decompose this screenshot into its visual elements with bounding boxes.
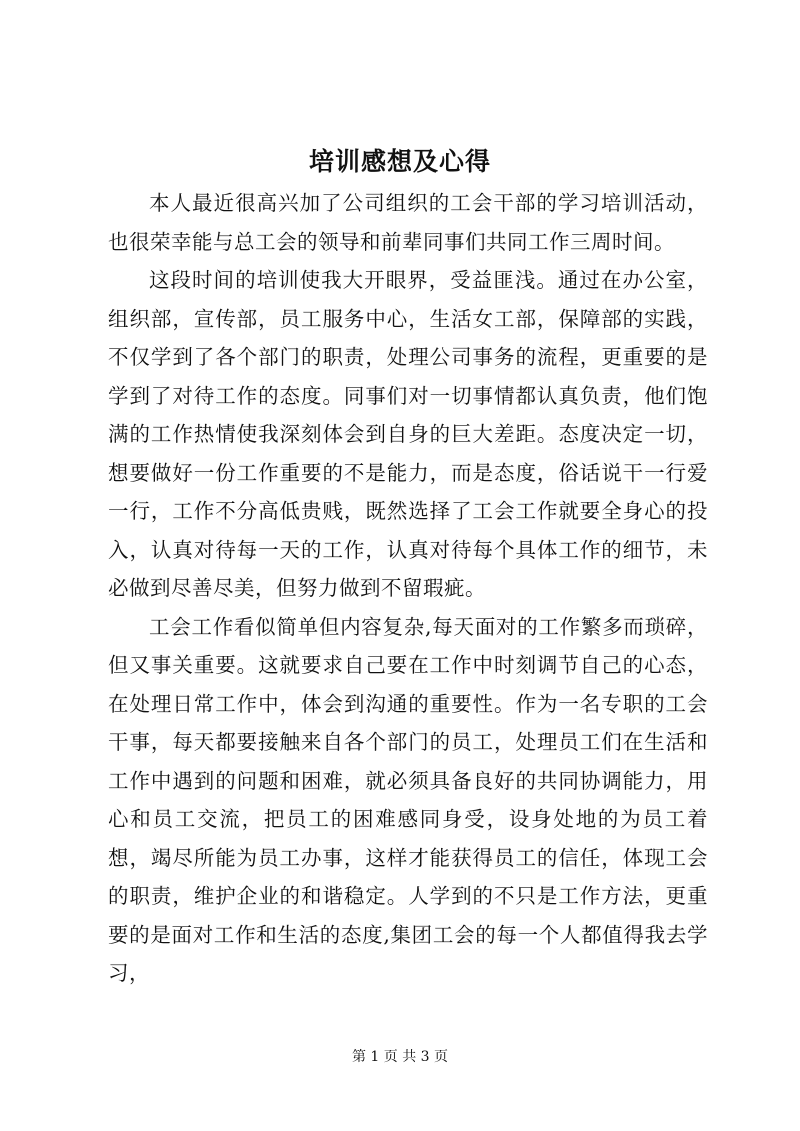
document-title: 培训感想及心得 — [308, 147, 491, 176]
paragraph: 这段时间的培训使我大开眼界，受益匪浅。通过在办公室，组织部，宣传部，员工服务中心，生活女工部，保障部的实践，不仅学到了各个部门的职责，处理公司事务的流程，更重要的是学到了对待工作的态度。同事们对一切事情都认真负责，他们饱满的工作热情使我深刻体会到自身的巨大差距。态度决定一切，想要做好一份工作重要的不是能力，而是态度，俗话说干一行爱一行，工作不分高低贵贱，既然选择了工会工作就要全身心的投入，认真对待每一天的工作，认真对待每个具体工作的细节，未必做到尽善尽美，但努力做到不留瑕疵。 — [108, 268, 708, 600]
paragraph: 工会工作看似简单但内容复杂,每天面对的工作繁多而琐碎，但又事关重要。这就要求自己要在工作中时刻调节自己的心态，在处理日常工作中，体会到沟通的重要性。作为一名专职的工会干事，每天都要接触来自各个部门的员工，处理员工们在生活和工作中遇到的问题和困难，就必须具备良好的共同协调能力，用心和员工交流，把员工的困难感同身受，设身处地的为员工着想，竭尽所能为员工办事，这样才能获得员工的信任，体现工会的职责，维护企业的和谐稳定。人学到的不只是工作方法，更重要的是面对工作和生活的态度,集团工会的每一个人都值得我去学习， — [108, 614, 708, 985]
paragraph: 本人最近很高兴加了公司组织的工会干部的学习培训活动，也很荣幸能与总工会的领导和前辈同事们共同工作三周时间。 — [108, 191, 708, 254]
document-body — [108, 184, 708, 993]
page-footer: 第 1 页 共 3 页 — [351, 1049, 449, 1065]
